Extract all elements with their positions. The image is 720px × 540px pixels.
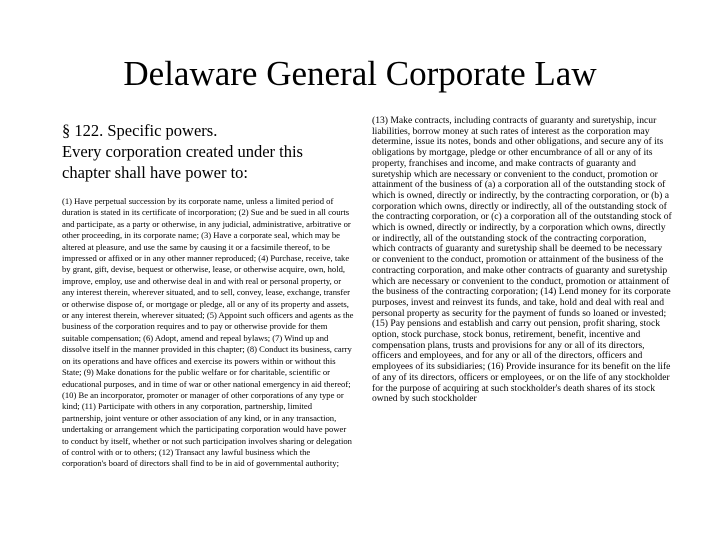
section-heading-line-1: § 122. Specific powers. (62, 121, 218, 140)
right-column-text: (13) Make contracts, including contracts of guaranty and suretyship, incur liabilities, borrow money at such rates of interest as the corporation may determine, issue its notes, bonds and other obligations, and secure any of its obligations by mortgage, pledge or other encumbrance of all or any of its property, franchises and income, and make contracts of guaranty and suretyship which are necessary or convenient to the conduct, promotion or attainment of the business of (a) a corporation all of the outstanding stock of which is owned, directly or indirectly, by the contracting corporation, or (b) a corporation which owns, directly or indirectly, all of the outstanding stock of the contracting corporation, or (c) a corporation all of the outstanding stock of which is owned, directly or indirectly, by a corporation which owns, directly or indirectly, all of the outstanding stock of the contracting corporation, which contracts of guaranty and suretyship shall be deemed to be necessary or convenient to the conduct, promotion or attainment of the business of the contracting corporation, and make other contracts of guaranty and suretyship which are necessary or convenient to the conduct, promotion or attainment of the business of the contracting corporation; (14) Lend money for its corporate purposes, invest and reinvest its funds, and take, hold and deal with real and personal property as security for the payment of funds so loaned or invested; (15) Pay pensions and establish and carry out pension, profit sharing, stock option, stock purchase, stock bonus, retirement, benefit, incentive and compensation plans, trusts and provisions for any or all of its directors, officers and employees, and for any or all of the directors, officers and employees of its subsidiaries; (16) Provide insurance for its benefit on the life of any of its directors, officers or employees, or on the life of any stockholder for the purpose of acquiring at such stockholder's death shares of its stock owned by such stockholder (372, 115, 672, 405)
section-heading-line-3: chapter shall have power to: (62, 163, 249, 182)
left-column-text: (1) Have perpetual succession by its corporate name, unless a limited period of duration is stated in its certificate of incorporation; (2) Sue and be sued in all courts and participate, as a party or otherwise, in any judicial, administrative, arbitrative or other proceeding, in its corporate name; (3) Have a corporate seal, which may be altered at pleasure, and use the same by causing it or a facsimile thereof, to be impressed or affixed or in any other manner reproduced; (4) Purchase, receive, take by grant, gift, devise, bequest or otherwise, lease, or otherwise acquire, own, hold, improve, employ, use and otherwise deal in and with real or personal property, or any interest therein, wherever situated, and to sell, convey, lease, exchange, transfer or otherwise dispose of, or mortgage or pledge, all or any of its property and assets, or any interest therein, wherever situated; (5) Appoint such officers and agents as the business of the corporation requires and to pay or otherwise provide for them suitable compensation; (6) Adopt, amend and repeal bylaws; (7) Wind up and dissolve itself in the manner provided in this chapter; (8) Conduct its business, carry on its operations and have offices and exercise its powers within or without this State; (9) Make donations for the public welfare or for charitable, scientific or educational purposes, and in time of war or other national emergency in aid thereof; (10) Be an incorporator, promoter or manager of other corporations of any type or kind; (11) Participate with others in any corporation, partnership, limited partnership, joint venture or other association of any kind, or in any transaction, undertaking or arrangement which the participating corporation would have power to conduct by itself, whether or not such participation involves sharing or delegation of control with or to others; (12) Transact any lawful business which the corporation's board of directors shall find to be in aid of governmental authority; (62, 196, 354, 469)
section-heading (62, 120, 352, 183)
slide-title: Delaware General Corporate Law (123, 54, 597, 93)
section-heading-line-2: Every corporation created under this (62, 142, 303, 161)
